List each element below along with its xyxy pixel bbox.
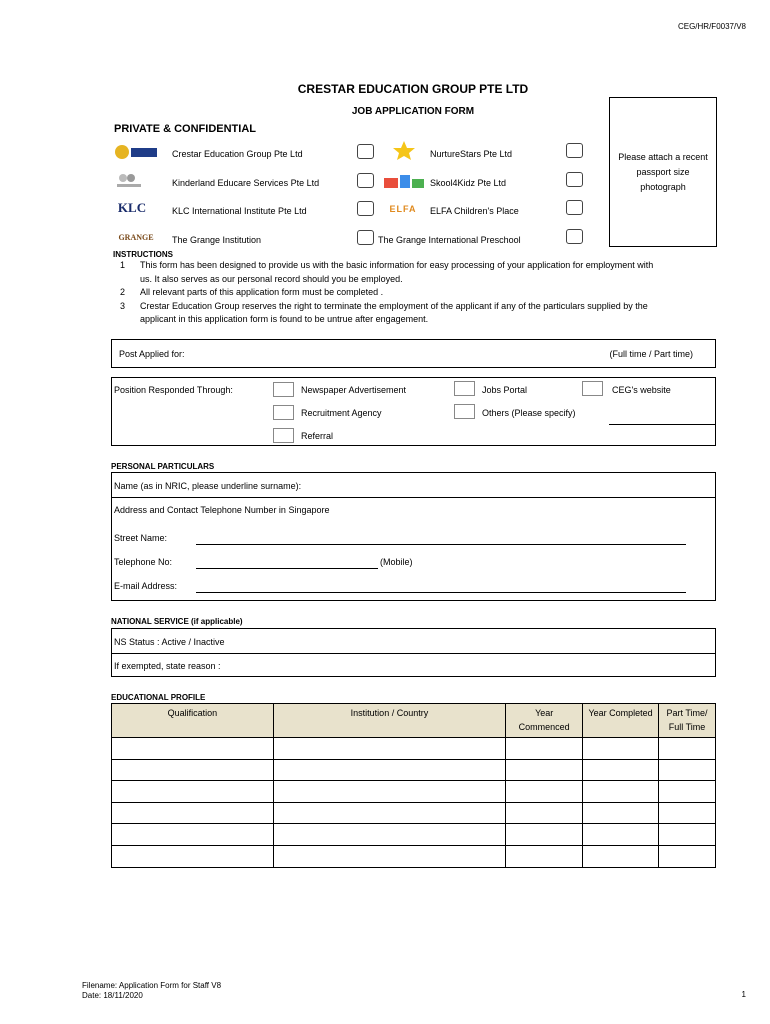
company-grange: The Grange Institution [172, 235, 262, 245]
national-service-box [111, 628, 716, 677]
employment-type-label: (Full time / Part time) [609, 349, 693, 359]
table-header-row [112, 704, 716, 738]
position-responded-box [111, 377, 716, 446]
divider [112, 653, 715, 654]
table-cell[interactable] [583, 845, 659, 867]
checkbox-grange[interactable] [357, 230, 374, 245]
divider [112, 497, 715, 498]
table-cell[interactable] [659, 759, 716, 781]
table-row [112, 824, 716, 846]
skool4kidz-logo-icon [382, 170, 426, 190]
document-code: CEG/HR/F0037/V8 [677, 22, 746, 31]
checkbox-referral[interactable] [273, 428, 294, 443]
header-part-full-time [659, 704, 716, 738]
others-specify-line[interactable] [609, 424, 716, 425]
company-skool4kidz: Skool4Kidz Pte Ltd [430, 178, 507, 188]
nurturestars-logo-icon [384, 140, 424, 160]
table-cell[interactable] [506, 781, 583, 803]
post-applied-box[interactable] [111, 339, 716, 368]
form-subtitle: JOB APPLICATION FORM [351, 106, 475, 117]
confidential-label: PRIVATE & CONFIDENTIAL [114, 123, 256, 135]
instruction-text [140, 259, 653, 286]
table-cell[interactable] [273, 759, 505, 781]
table-cell[interactable] [506, 759, 583, 781]
page-title: CRESTAR EDUCATION GROUP PTE LTD [297, 82, 529, 96]
crestar-logo-graphic [113, 142, 159, 162]
checkbox-ceg-website[interactable] [582, 381, 603, 396]
header-year-completed: Year Completed [583, 704, 659, 738]
instruction-item [120, 259, 720, 286]
header-line: Year [535, 708, 554, 718]
instruction-line: This form has been designed to provide us with the basic information for easy processing of your application for employment with [140, 260, 654, 270]
table-cell[interactable] [112, 845, 274, 867]
option-ceg-website: CEG's website [612, 385, 671, 395]
table-cell[interactable] [506, 738, 583, 760]
name-label: Name (as in NRIC, please underline surname): [114, 481, 302, 491]
checkbox-newspaper[interactable] [273, 382, 294, 397]
table-row [112, 802, 716, 824]
checkbox-others[interactable] [454, 404, 475, 419]
table-cell[interactable] [659, 738, 716, 760]
instruction-line: Crestar Education Group reserves the right to terminate the employment of the applicant if any of the particulars supplied by the [140, 300, 648, 311]
checkbox-recruitment-agency[interactable] [273, 405, 294, 420]
telephone-input-line[interactable] [196, 568, 378, 569]
table-row [112, 759, 716, 781]
company-nurturestars: NurtureStars Pte Ltd [430, 149, 513, 159]
instruction-item [120, 286, 720, 300]
personal-particulars-label: PERSONAL PARTICULARS [111, 462, 215, 471]
checkbox-elfa[interactable] [566, 200, 583, 215]
option-others: Others (Please specify) [482, 408, 576, 418]
header-line: Full Time [668, 722, 706, 732]
mobile-label: (Mobile) [380, 557, 413, 567]
educational-profile-label: EDUCATIONAL PROFILE [111, 693, 206, 702]
table-cell[interactable] [506, 802, 583, 824]
table-cell[interactable] [112, 738, 274, 760]
header-institution: Institution / Country [273, 704, 505, 738]
instruction-text: All relevant parts of this application form must be completed . [140, 287, 384, 297]
company-kinderland: Kinderland Educare Services Pte Ltd [172, 178, 320, 188]
option-recruitment-agency: Recruitment Agency [301, 408, 382, 418]
checkbox-nurturestars[interactable] [566, 143, 583, 158]
table-cell[interactable] [583, 781, 659, 803]
table-cell[interactable] [506, 845, 583, 867]
checkbox-crestar[interactable] [357, 144, 374, 159]
street-input-line[interactable] [196, 544, 686, 545]
header-line: Commenced [518, 722, 570, 732]
education-table [111, 703, 716, 868]
national-service-label: NATIONAL SERVICE (if applicable) [111, 617, 243, 626]
table-cell[interactable] [273, 738, 505, 760]
page-number: 1 [741, 990, 746, 999]
kinderland-logo-icon [113, 170, 145, 190]
footer [82, 981, 221, 1001]
table-cell[interactable] [659, 845, 716, 867]
table-row [112, 781, 716, 803]
header-qualification: Qualification [112, 704, 274, 738]
grange-logo-icon: GRANGE [118, 232, 154, 242]
instruction-number: 3 [120, 300, 126, 311]
street-label: Street Name: [114, 533, 168, 543]
table-cell[interactable] [583, 759, 659, 781]
company-grange-preschool: The Grange International Preschool [378, 235, 521, 245]
option-referral: Referral [301, 431, 334, 441]
table-cell[interactable] [659, 824, 716, 846]
footer-date: Date: 18/11/2020 [82, 991, 143, 1000]
kinderland-logo-graphic [113, 170, 145, 190]
instruction-line: applicant in this application form is found to be untrue after engagement. [140, 314, 429, 324]
checkbox-jobs-portal[interactable] [454, 381, 475, 396]
position-responded-label: Position Responded Through: [114, 385, 233, 395]
instruction-text [140, 300, 648, 327]
table-cell[interactable] [583, 738, 659, 760]
table-cell[interactable] [659, 802, 716, 824]
skool4kidz-logo-graphic [382, 170, 426, 190]
telephone-label: Telephone No: [114, 557, 173, 567]
instructions-label: INSTRUCTIONS [113, 250, 173, 259]
table-cell[interactable] [659, 781, 716, 803]
instruction-line: us. It also serves as our personal record should you be employed. [140, 273, 403, 284]
table-cell[interactable] [112, 802, 274, 824]
company-crestar: Crestar Education Group Pte Ltd [172, 149, 303, 159]
header-line: Part Time/ [666, 708, 708, 718]
address-label: Address and Contact Telephone Number in Singapore [114, 505, 330, 515]
table-cell[interactable] [273, 845, 505, 867]
checkbox-klc[interactable] [357, 201, 374, 216]
post-applied-label: Post Applied for: [119, 349, 185, 359]
company-klc: KLC International Institute Pte Ltd [172, 206, 307, 216]
crestar-logo-icon [113, 142, 159, 162]
checkbox-skool4kidz[interactable] [566, 172, 583, 187]
instruction-item [120, 300, 720, 327]
table-cell[interactable] [112, 759, 274, 781]
option-newspaper: Newspaper Advertisement [301, 385, 407, 395]
footer-filename: Filename: Application Form for Staff V8 [82, 981, 222, 990]
email-input-line[interactable] [196, 592, 686, 593]
table-row [112, 845, 716, 867]
table-cell[interactable] [273, 781, 505, 803]
checkbox-grange-preschool[interactable] [566, 229, 583, 244]
instructions-list [120, 259, 720, 327]
photo-note: Please attach a recent passport size photograph [618, 152, 708, 192]
email-label: E-mail Address: [114, 581, 178, 591]
instruction-number: 2 [120, 287, 126, 297]
table-cell[interactable] [112, 824, 274, 846]
company-elfa: ELFA Children's Place [430, 206, 519, 216]
table-cell[interactable] [273, 802, 505, 824]
nurturestars-logo-graphic [384, 139, 424, 161]
table-row [112, 738, 716, 760]
table-cell[interactable] [583, 824, 659, 846]
checkbox-kinderland[interactable] [357, 173, 374, 188]
header-year-commenced [506, 704, 583, 738]
table-cell[interactable] [112, 781, 274, 803]
table-cell[interactable] [506, 824, 583, 846]
table-cell[interactable] [583, 802, 659, 824]
exempt-reason-label: If exempted, state reason : [114, 661, 221, 671]
klc-logo-icon: KLC [117, 200, 147, 215]
instruction-number: 1 [120, 260, 126, 270]
ns-status-label[interactable]: NS Status : Active / Inactive [114, 637, 225, 647]
personal-particulars-box [111, 472, 716, 601]
option-jobs-portal: Jobs Portal [482, 385, 528, 395]
table-cell[interactable] [273, 824, 505, 846]
photo-attachment-box[interactable] [609, 97, 717, 247]
elfa-logo-icon: ELFA [389, 204, 417, 214]
